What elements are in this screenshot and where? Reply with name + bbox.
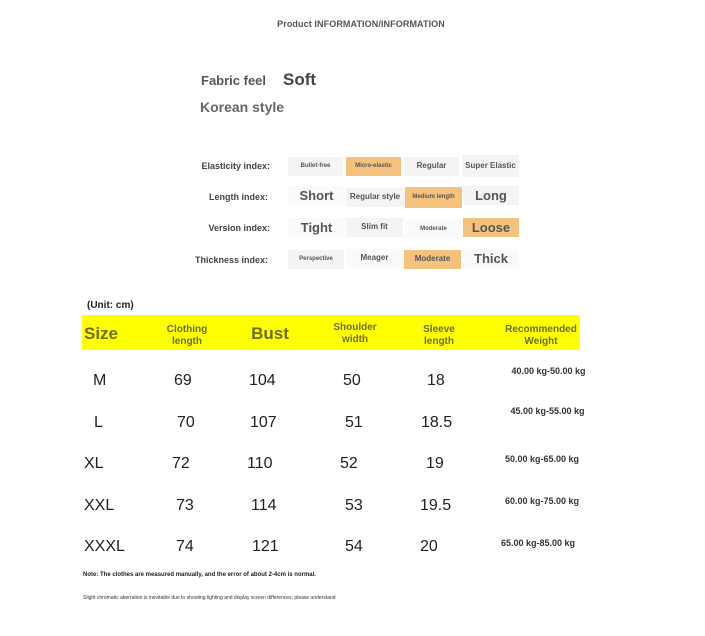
version-option: Slim fit	[346, 218, 403, 237]
table-cell-length: 73	[176, 497, 194, 514]
table-cell-shoulder: 54	[345, 538, 363, 555]
table-cell-size: L	[94, 414, 103, 431]
table-cell-sleeve: 19.5	[420, 497, 452, 514]
table-cell-bust: 114	[251, 497, 277, 514]
table-cell-bust: 107	[250, 414, 277, 431]
table-cell-sleeve: 20	[420, 538, 438, 555]
table-cell-shoulder: 53	[345, 497, 363, 514]
table-cell-length: 72	[172, 455, 190, 472]
fabric-feel-label: Fabric feel	[201, 73, 267, 88]
table-cell-length: 69	[174, 372, 192, 389]
unit-label: (Unit: cm)	[87, 300, 134, 311]
table-cell-shoulder: 52	[340, 455, 358, 472]
header-shoulder-width: Shoulder width	[333, 322, 377, 345]
elasticity-option: Super Elastic	[462, 155, 519, 177]
header-recommended-weight: Recommended Weight	[505, 324, 577, 347]
table-cell-sleeve: 18	[427, 372, 445, 389]
elasticity-option-selected: Micro-elastic	[346, 157, 401, 176]
length-option-selected: Medium length	[405, 187, 462, 208]
version-option: Moderate	[405, 220, 462, 239]
table-cell-weight: 60.00 kg-75.00 kg	[505, 496, 580, 506]
page-title: Product INFORMATION/INFORMATION	[277, 19, 445, 29]
table-cell-sleeve: 18.5	[421, 414, 453, 431]
table-cell-length: 70	[177, 414, 195, 431]
header-bust: Bust	[251, 324, 289, 343]
fabric-feel-value: Soft	[283, 70, 317, 89]
table-cell-bust: 110	[247, 455, 273, 472]
elasticity-option: Bullet-free	[288, 157, 343, 176]
header-size: Size	[84, 324, 119, 343]
length-option: Regular style	[346, 188, 404, 207]
color-note: Slight chromatic aberration is inevitable due to shooting lighting and display screen differences, please understand	[83, 595, 336, 601]
thickness-option: Perspective	[288, 250, 344, 269]
table-cell-weight: 65.00 kg-85.00 kg	[501, 538, 576, 548]
table-cell-length: 74	[176, 538, 194, 555]
thickness-option: Meager	[346, 249, 403, 268]
thickness-option: Thick	[463, 249, 519, 268]
elasticity-option: Regular	[404, 157, 459, 176]
table-cell-shoulder: 51	[345, 414, 363, 431]
table-cell-size: XXXL	[84, 538, 125, 555]
thickness-index-label: Thickness index:	[194, 255, 268, 265]
table-cell-weight: 50.00 kg-65.00 kg	[505, 454, 580, 464]
header-clothing-length: Clothing length	[166, 324, 208, 347]
style-label: Korean style	[200, 99, 285, 115]
table-cell-size: XXL	[84, 497, 115, 514]
length-option: Short	[288, 186, 345, 205]
table-cell-sleeve: 19	[426, 455, 444, 472]
table-cell-size: M	[93, 372, 107, 389]
length-option: Long	[463, 186, 519, 205]
thickness-option-selected: Moderate	[404, 250, 461, 269]
length-index-label: Length index:	[209, 192, 268, 202]
table-cell-weight: 45.00 kg-55.00 kg	[510, 406, 585, 416]
version-option: Tight	[288, 218, 345, 237]
header-sleeve-length: Sleeve length	[423, 324, 455, 347]
elasticity-index-label: Elasticity index:	[201, 161, 270, 171]
version-option-selected: Loose	[463, 218, 519, 237]
table-cell-size: XL	[84, 455, 104, 472]
version-index-label: Version index:	[208, 223, 270, 233]
table-cell-weight: 40.00 kg-50.00 kg	[511, 366, 586, 376]
table-cell-bust: 121	[252, 538, 279, 555]
measurement-note: Note: The clothes are measured manually, and the error of about 2-4cm is normal.	[83, 572, 316, 578]
table-cell-bust: 104	[249, 372, 276, 389]
table-cell-shoulder: 50	[343, 372, 361, 389]
